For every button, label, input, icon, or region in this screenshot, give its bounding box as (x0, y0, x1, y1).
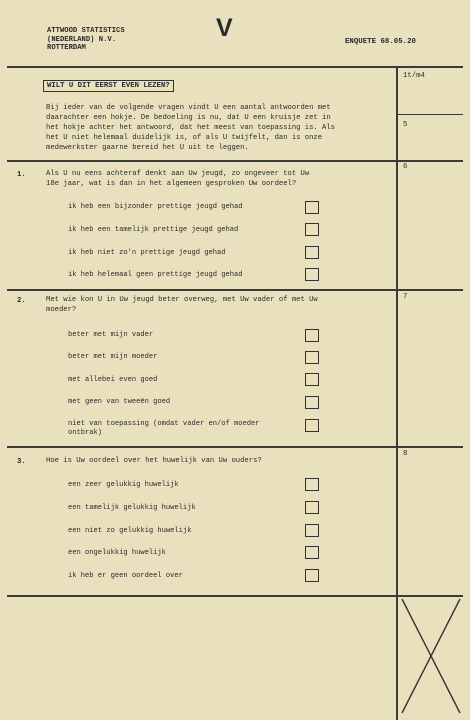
answer-label: niet van toepassing (omdat vader en/of moeder (68, 420, 260, 428)
company-line: (NEDERLAND) N.V. (47, 35, 117, 44)
survey-code: ENQUETE 68.05.20 (345, 38, 416, 46)
section-rule (7, 595, 463, 597)
cross-out-mark (400, 597, 463, 715)
column-code: 1t/m4 (403, 72, 425, 80)
frame-top-rule (7, 66, 463, 68)
answer-checkbox[interactable] (305, 478, 319, 491)
answer-label: een tamelijk gelukkig huwelijk (68, 504, 196, 512)
intro-line: het hokje achter het antwoord, dat het meest van toepassing is. Als (46, 124, 335, 132)
question-text: moeder? (46, 306, 77, 314)
question-text: Met wie kon U in Uw jeugd beter overweg, met Uw vader of met Uw (46, 296, 318, 304)
question-text: Als U nu eens achteraf denkt aan Uw jeugd, zo ongeveer tot Uw (46, 170, 310, 178)
answer-label: beter met mijn moeder (68, 353, 158, 361)
column-code: 5 (403, 121, 408, 129)
answer-checkbox[interactable] (305, 569, 319, 582)
question-text: 18e jaar, wat is dan in het algemeen gesproken Uw oordeel? (46, 180, 297, 188)
intro-line: Bij ieder van de volgende vragen vindt U een aantal antwoorden met (46, 104, 331, 112)
section-rule (7, 446, 463, 448)
answer-label: ik heb een bijzonder prettige jeugd gehad (68, 203, 243, 211)
answer-checkbox[interactable] (305, 201, 319, 214)
intro-line: daarachter een hokje. De bedoeling is nu, dat U een kruisje zet in (46, 114, 331, 122)
intro-title: WILT U DIT EERST EVEN LEZEN? (43, 80, 174, 92)
intro-line: het U niet helemaal duidelijk is, of als U twijfelt, dan is onze (46, 134, 323, 142)
column-code: 8 (403, 450, 408, 458)
answer-label: een niet zo gelukkig huwelijk (68, 527, 192, 535)
answer-label: met geen van tweeën goed (68, 398, 171, 406)
column-code: 6 (403, 163, 408, 171)
answer-label: ontbrak) (68, 429, 103, 437)
question-number: 1. (17, 171, 26, 179)
answer-label: beter met mijn vader (68, 331, 154, 339)
answer-checkbox[interactable] (305, 246, 319, 259)
answer-checkbox[interactable] (305, 419, 319, 432)
intro-line: medewerkster gaarne bereid het U uit te leggen. (46, 144, 249, 152)
codes-rule (396, 114, 463, 115)
answer-checkbox[interactable] (305, 396, 319, 409)
answer-checkbox[interactable] (305, 546, 319, 559)
answer-checkbox[interactable] (305, 268, 319, 281)
answer-label: ik heb niet zo'n prettige jeugd gehad (68, 249, 226, 257)
column-divider (396, 66, 398, 720)
question-number: 3. (17, 458, 26, 466)
answer-checkbox[interactable] (305, 351, 319, 364)
answer-label: een ongelukkig huwelijk (68, 549, 166, 557)
page-letter: V (216, 14, 233, 42)
answer-label: ik heb een tamelijk prettige jeugd gehad (68, 226, 239, 234)
answer-label: ik heb helemaal geen prettige jeugd gehad (68, 271, 243, 279)
answer-label: met allebei even goed (68, 376, 158, 384)
section-rule (7, 160, 463, 162)
answer-checkbox[interactable] (305, 524, 319, 537)
company-address (47, 27, 125, 53)
answer-checkbox[interactable] (305, 501, 319, 514)
company-line: ROTTERDAM (47, 44, 86, 53)
column-code: 7 (403, 293, 408, 301)
answer-label: een zeer gelukkig huwelijk (68, 481, 179, 489)
answer-checkbox[interactable] (305, 329, 319, 342)
section-rule (7, 289, 463, 291)
question-number: 2. (17, 297, 26, 305)
answer-label: ik heb er geen oordeel over (68, 572, 183, 580)
company-line: ATTWOOD STATISTICS (47, 27, 125, 35)
question-text: Hoe is Uw oordeel over het huwelijk van Uw ouders? (46, 457, 262, 465)
answer-checkbox[interactable] (305, 373, 319, 386)
answer-checkbox[interactable] (305, 223, 319, 236)
